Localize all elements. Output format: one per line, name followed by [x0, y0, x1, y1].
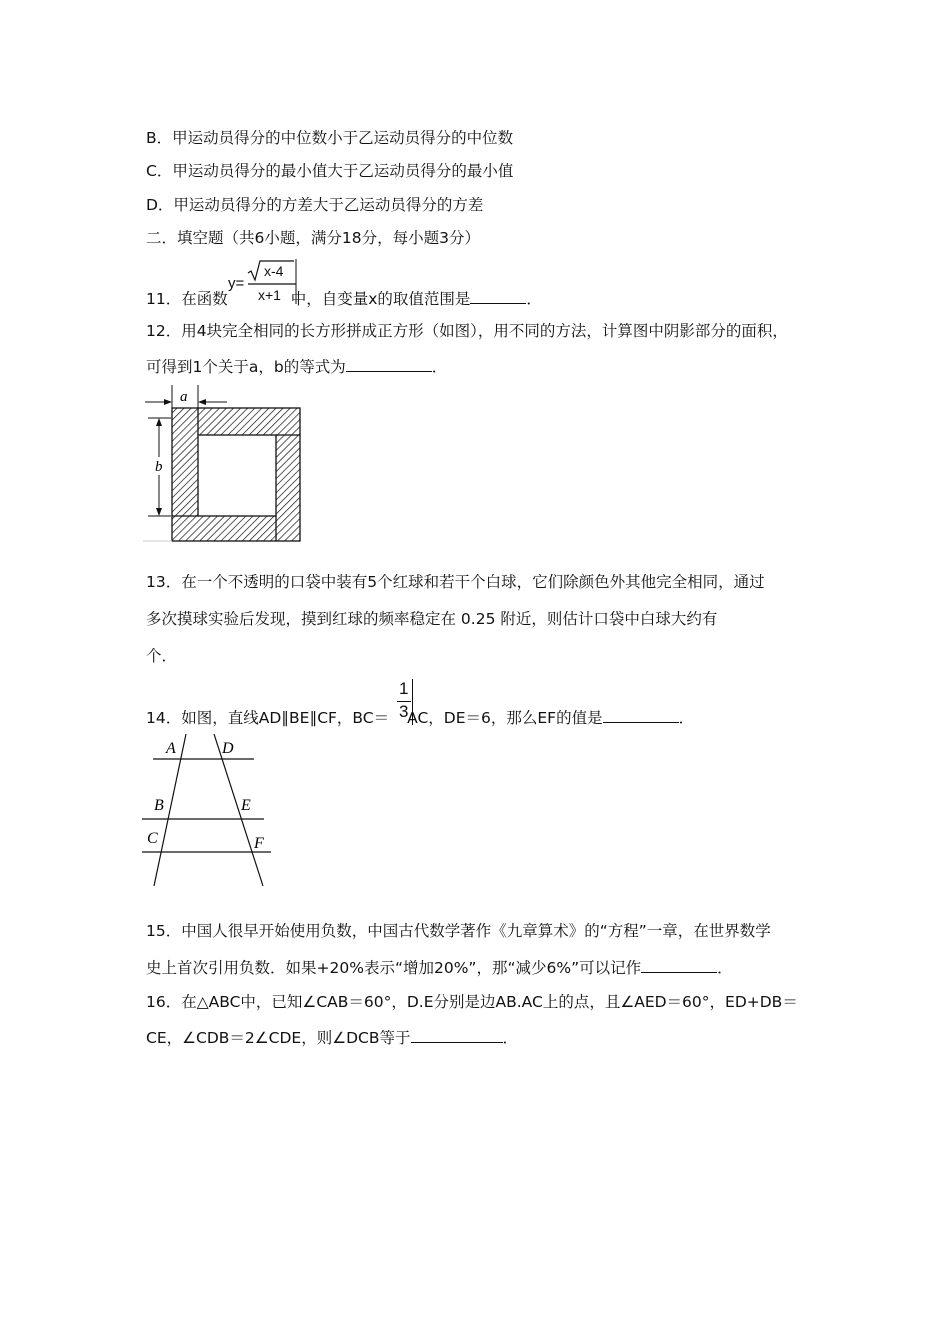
q12-text: 可得到1个关于a，b的等式为	[146, 358, 346, 376]
q15-text: 史上首次引用负数．如果+20%表示“增加20%”，那“减少6%”可以记作	[146, 959, 642, 977]
q11-end: ．	[526, 290, 542, 308]
q15-blank	[641, 958, 717, 973]
q12-blank	[346, 357, 432, 372]
question-15-line-2	[146, 958, 733, 978]
label-F: F	[254, 835, 264, 852]
q11-formula-numerator: x-4	[264, 263, 284, 279]
q14-fraction	[396, 679, 416, 727]
label-D: D	[222, 740, 234, 757]
inner-square	[198, 435, 276, 516]
q11-formula-y: y=	[228, 275, 245, 292]
label-C: C	[147, 830, 158, 847]
question-13-line-2: 多次摸球实验后发现，摸到红球的频率稳定在 0.25 附近，则估计口袋中白球大约有	[146, 610, 718, 628]
q11-formula-denominator: x+1	[258, 287, 281, 303]
option-d: D．甲运动员得分的方差大于乙运动员得分的方差	[146, 196, 484, 214]
question-11	[146, 289, 542, 309]
label-A: A	[166, 740, 176, 757]
q16-blank	[411, 1028, 503, 1043]
question-16-line-1: 16．在△ABC中，已知∠CAB＝60°，D.E分别是边AB.AC上的点，且∠AED＝60°，ED+DB＝	[146, 993, 798, 1011]
q14-blank	[603, 708, 679, 723]
q12-end: ．	[431, 358, 448, 376]
q11-suffix: 中，自变量x的取值范围是	[290, 290, 471, 308]
label-E: E	[241, 797, 251, 814]
label-b: b	[155, 459, 163, 475]
q14-frac-denominator: 3	[399, 702, 409, 721]
q11-formula	[228, 258, 298, 306]
q15-end: ．	[717, 959, 733, 977]
q14-suffix: AC，DE＝6，那么EF的值是	[407, 709, 603, 727]
q16-text: CE，∠CDB＝2∠CDE，则∠DCB等于	[146, 1029, 411, 1047]
label-B: B	[154, 797, 164, 814]
question-15-line-1: 15．中国人很早开始使用负数，中国古代数学著作《九章算术》的“方程”一章，在世界数学	[146, 922, 771, 940]
q14-parallel-lines-figure	[140, 734, 275, 892]
q11-blank	[470, 289, 526, 304]
q16-end: ．	[502, 1029, 519, 1047]
q12-square-figure	[143, 385, 305, 547]
q11-prefix: 11．在函数	[146, 290, 228, 308]
question-12-line-2	[146, 357, 447, 377]
option-b: B．甲运动员得分的中位数小于乙运动员得分的中位数	[146, 129, 514, 147]
option-c: C．甲运动员得分的最小值大于乙运动员得分的最小值	[146, 162, 514, 180]
q14-frac-numerator: 1	[399, 679, 409, 698]
question-13-line-3: 个．	[146, 647, 178, 665]
section-heading: 二．填空题（共6小题，满分18分，每小题3分）	[146, 229, 480, 247]
question-16-line-2	[146, 1028, 518, 1048]
question-12-line-1: 12．用4块完全相同的长方形拼成正方形（如图），用不同的方法，计算图中阴影部分的面积，	[146, 322, 788, 340]
q14-prefix: 14．如图，直线AD∥BE∥CF，BC＝	[146, 709, 390, 727]
question-14	[146, 708, 694, 728]
label-a: a	[180, 389, 188, 405]
q14-end: ．	[678, 709, 695, 727]
question-13-line-1: 13．在一个不透明的口袋中装有5个红球和若干个白球，它们除颜色外其他完全相同，通过	[146, 573, 765, 591]
